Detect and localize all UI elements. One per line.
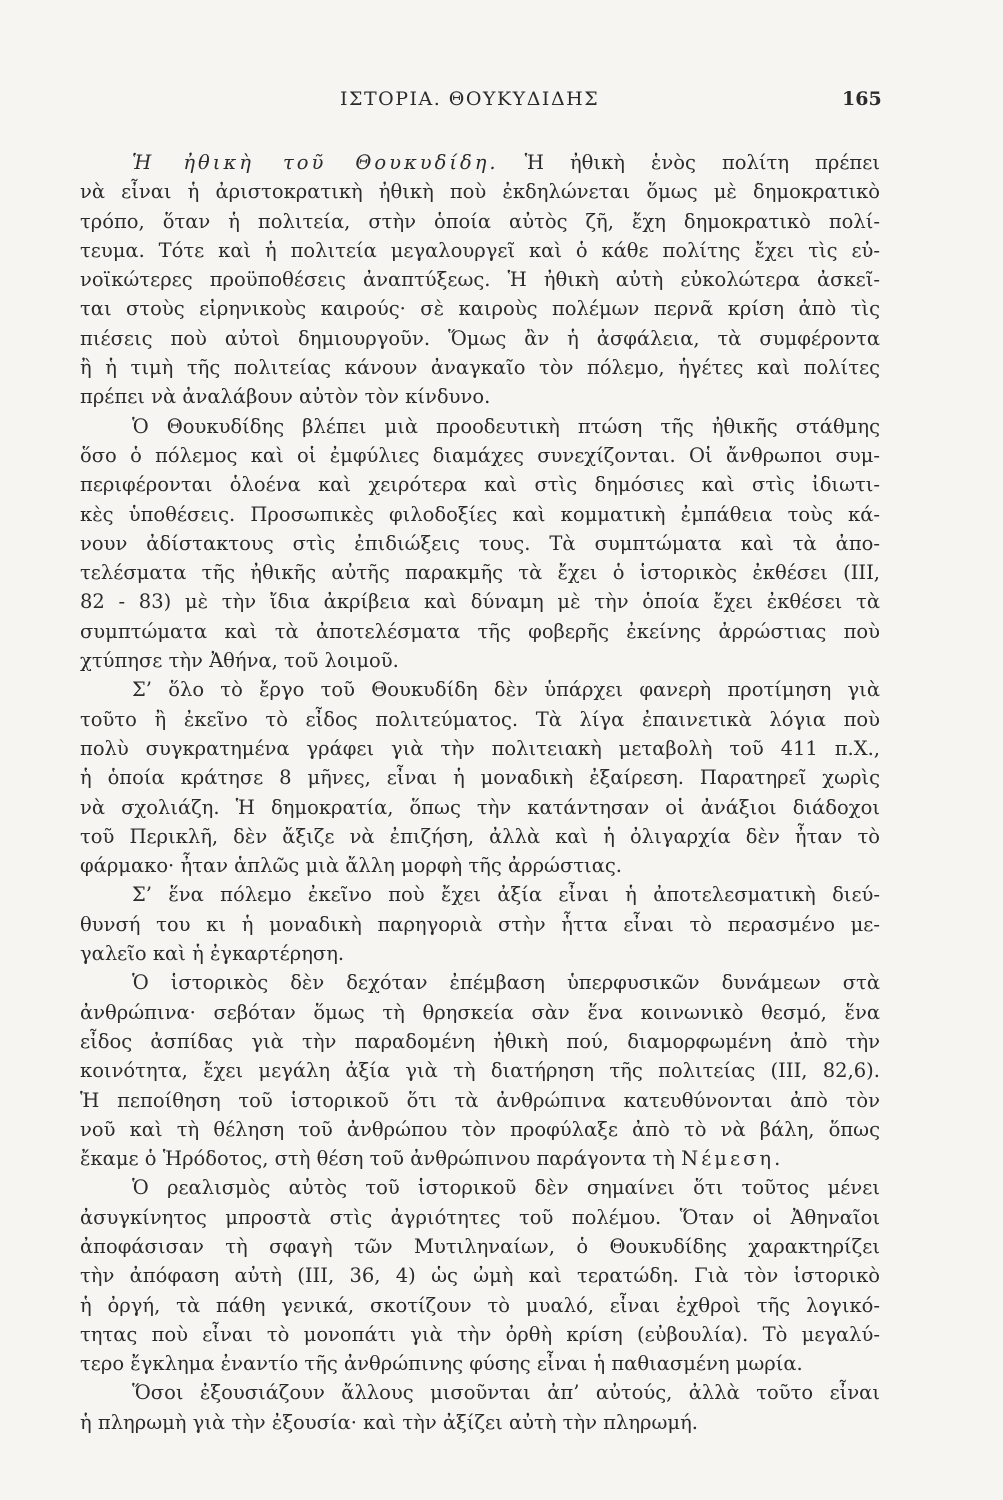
text-line <box>80 1349 880 1378</box>
text-line <box>80 500 880 529</box>
text-segment: τητας ποὺ εἶναι τὸ μονοπάτι γιὰ τὴν ὀρθὴ κρίση (εὐβουλία). Τὸ μεγαλύ- <box>80 1322 880 1346</box>
text-line <box>80 1056 880 1085</box>
text-segment: ἔκαμε ὁ Ἡρόδοτος, στὴ θέση τοῦ ἀνθρώπινου παράγοντα τὴ <box>80 1147 682 1171</box>
text-line <box>80 353 880 382</box>
paragraph <box>80 968 880 1173</box>
emphasized-text: Νέμεση. <box>681 1147 784 1171</box>
text-segment: κοινότητα, ἔχει μεγάλη ἀξία γιὰ τὴ διατήρηση τῆς πολιτείας (III, 82,6). <box>80 1059 880 1083</box>
text-segment: φάρμακο· ἦταν ἁπλῶς μιὰ ἄλλη μορφὴ τῆς ἀρρώστιας. <box>80 854 622 878</box>
text-line <box>80 675 880 704</box>
text-line <box>80 1144 880 1173</box>
text-line <box>80 763 880 792</box>
running-header <box>0 88 1003 118</box>
emphasized-text: Ἡ ἠθικὴ τοῦ Θουκυδίδη. <box>132 151 499 174</box>
text-segment: Ὅσοι ἐξουσιάζουν ἄλλους μισοῦνται ἀπ’ αὐτούς, ἀλλὰ τοῦτο εἶναι <box>132 1381 880 1405</box>
text-segment: περιφέρονται ὁλοένα καὶ χειρότερα καὶ στὶς δημόσιες καὶ στὶς ἰδιωτι- <box>80 473 880 497</box>
text-segment: συμπτώματα καὶ τὰ ἀποτελέσματα τῆς φοβερῆς ἐκείνης ἀρρώστιας ποὺ <box>80 619 880 643</box>
text-line <box>80 1320 880 1349</box>
text-line <box>80 880 880 909</box>
text-segment: Ἡ πεποίθηση τοῦ ἱστορικοῦ ὅτι τὰ ἀνθρώπινα κατευθύνονται ἀπὸ τὸν <box>80 1088 880 1112</box>
text-segment: θυνσή του κι ἡ μοναδικὴ παρηγοριὰ στὴν ἧττα εἶναι τὸ περασμένο με- <box>80 912 880 936</box>
paragraph <box>80 148 880 412</box>
text-segment: Ἡ ἠθικὴ ἑνὸς πολίτη πρέπει <box>498 151 880 174</box>
text-segment: τευμα. Τότε καὶ ἡ πολιτεία μεγαλουργεῖ καὶ ὁ κάθε πολίτης ἔχει τὶς εὐ- <box>80 238 880 262</box>
text-line <box>80 910 880 939</box>
text-line <box>80 968 880 997</box>
text-line <box>80 1027 880 1056</box>
text-line <box>80 793 880 822</box>
text-segment: τοῦ Περικλῆ, δὲν ἄξιζε νὰ ἐπιζήση, ἀλλὰ καὶ ἡ ὀλιγαρχία δὲν ἦταν τὸ <box>80 824 880 848</box>
paragraph <box>80 1173 880 1378</box>
text-segment: νὰ εἶναι ἡ ἀριστοκρατικὴ ἠθικὴ ποὺ ἐκδηλώνεται ὅμως μὲ δημοκρατικὸ <box>80 180 880 204</box>
text-segment: κὲς ὑποθέσεις. Προσωπικὲς φιλοδοξίες καὶ κομματικὴ ἐμπάθεια τοὺς κά- <box>80 502 880 526</box>
text-line <box>80 294 880 323</box>
text-line <box>80 939 880 968</box>
text-line <box>80 998 880 1027</box>
text-line <box>80 851 880 880</box>
text-line <box>80 441 880 470</box>
text-line <box>80 412 880 441</box>
text-segment: Ὁ ἱστορικὸς δὲν δεχόταν ἐπέμβαση ὑπερφυσικῶν δυνάμεων στὰ <box>132 971 880 995</box>
text-line <box>80 1086 880 1115</box>
text-line <box>80 1408 880 1437</box>
text-line <box>80 236 880 265</box>
text-segment: Σ’ ἕνα πόλεμο ἐκεῖνο ποὺ ἔχει ἀξία εἶναι ἡ ἀποτελεσματικὴ διεύ- <box>132 883 880 907</box>
text-segment: τερο ἔγκλημα ἐναντίο τῆς ἀνθρώπινης φύσης εἶναι ἡ παθιασμένη μωρία. <box>80 1352 803 1376</box>
text-segment: ἡ πληρωμὴ γιὰ τὴν ἐξουσία· καὶ τὴν ἀξίζει αὐτὴ τὴν πληρωμή. <box>80 1410 698 1434</box>
paragraph <box>80 412 880 676</box>
text-segment: ἢ ἡ τιμὴ τῆς πολιτείας κάνουν ἀναγκαῖο τὸν πόλεμο, ἡγέτες καὶ πολίτες <box>80 356 880 380</box>
text-line <box>80 734 880 763</box>
text-line <box>80 1261 880 1290</box>
text-line <box>80 646 880 675</box>
text-segment: ἡ ὁποία κράτησε 8 μῆνες, εἶναι ἡ μοναδικὴ ἐξαίρεση. Παρατηρεῖ χωρὶς <box>80 766 880 790</box>
paragraph <box>80 1378 880 1437</box>
body-text <box>80 148 880 1437</box>
text-segment: ἀποφάσισαν τὴ σφαγὴ τῶν Μυτιληναίων, ὁ Θουκυδίδης χαρακτηρίζει <box>80 1234 880 1258</box>
text-segment: τρόπο, ὅταν ἡ πολιτεία, στὴν ὁποία αὐτὸς ζῆ, ἔχη δημοκρατικὸ πολί- <box>80 209 880 233</box>
text-segment: νὰ σχολιάζη. Ἡ δημοκρατία, ὅπως τὴν κατάντησαν οἱ ἀνάξιοι διάδοχοι <box>80 795 880 819</box>
text-line <box>80 558 880 587</box>
text-segment: ἀσυγκίνητος μπροστὰ στὶς ἀγριότητες τοῦ πολέμου. Ὅταν οἱ Ἀθηναῖοι <box>80 1205 880 1229</box>
text-segment: γαλεῖο καὶ ἡ ἐγκαρτέρηση. <box>80 942 345 966</box>
text-segment: νοῦ καὶ τὴ θέληση τοῦ ἀνθρώπου τὸν προφύλαξε ἀπὸ τὸ νὰ βάλη, ὅπως <box>80 1117 880 1141</box>
text-segment: τὴν ἀπόφαση αὐτὴ (III, 36, 4) ὡς ὠμὴ καὶ τερατώδη. Γιὰ τὸν ἱστορικὸ <box>80 1264 880 1288</box>
text-line <box>80 177 880 206</box>
text-line <box>80 822 880 851</box>
text-segment: πιέσεις ποὺ αὐτοὶ δημιουργοῦν. Ὅμως ἂν ἡ ἀσφάλεια, τὰ συμφέροντα <box>80 326 880 350</box>
text-segment: νοϊκώτερες προϋποθέσεις ἀναπτύξεως. Ἡ ἠθικὴ αὐτὴ εὐκολώτερα ἀσκεῖ- <box>80 268 880 292</box>
text-line <box>80 617 880 646</box>
text-line <box>80 587 880 616</box>
page-number: 165 <box>842 88 882 110</box>
text-line <box>80 1232 880 1261</box>
text-line <box>80 265 880 294</box>
text-segment: ται στοὺς εἰρηνικοὺς καιρούς· σὲ καιροὺς πολέμων περνᾶ κρίση ἀπὸ τὶς <box>80 297 880 321</box>
text-segment: πολὺ συγκρατημένα γράφει γιὰ τὴν πολιτειακὴ μεταβολὴ τοῦ 411 π.Χ., <box>80 736 880 760</box>
text-line <box>80 324 880 353</box>
paragraph <box>80 675 880 880</box>
text-line <box>80 1291 880 1320</box>
text-segment: Ὁ ρεαλισμὸς αὐτὸς τοῦ ἱστορικοῦ δὲν σημαίνει ὅτι τοῦτος μένει <box>132 1176 880 1200</box>
running-title: ΙΣΤΟΡΙΑ. ΘΟΥΚΥΔΙΔΗΣ <box>340 88 600 110</box>
text-line <box>80 1173 880 1202</box>
text-line <box>80 1115 880 1144</box>
text-segment: εἶδος ἀσπίδας γιὰ τὴν παραδομένη ἠθικὴ πού, διαμορφωμένη ἀπὸ τὴν <box>80 1029 880 1053</box>
text-line <box>80 148 880 177</box>
text-segment: τελέσματα τῆς ἠθικῆς αὐτῆς παρακμῆς τὰ ἔχει ὁ ἱστορικὸς ἐκθέσει (III, <box>80 561 880 585</box>
text-segment: τοῦτο ἢ ἐκεῖνο τὸ εἶδος πολιτεύματος. Τὰ λίγα ἐπαινετικὰ λόγια ποὺ <box>80 707 880 731</box>
text-line <box>80 470 880 499</box>
text-line <box>80 1378 880 1407</box>
text-line <box>80 529 880 558</box>
text-segment: Σ’ ὅλο τὸ ἔργο τοῦ Θουκυδίδη δὲν ὑπάρχει φανερὴ προτίμηση γιὰ <box>132 678 880 702</box>
text-line <box>80 705 880 734</box>
text-segment: ἡ ὀργή, τὰ πάθη γενικά, σκοτίζουν τὸ μυαλό, εἶναι ἐχθροὶ τῆς λογικό- <box>80 1293 880 1317</box>
paragraph <box>80 880 880 968</box>
text-segment: Ὁ Θουκυδίδης βλέπει μιὰ προοδευτικὴ πτώση τῆς ἠθικῆς στάθμης <box>132 414 880 438</box>
text-segment: νουν ἀδίστακτους στὶς ἐπιδιώξεις τους. Τὰ συμπτώματα καὶ τὰ ἀπο- <box>80 531 880 555</box>
text-line <box>80 207 880 236</box>
text-segment: πρέπει νὰ ἀναλάβουν αὐτὸν τὸν κίνδυνο. <box>80 385 491 409</box>
text-segment: χτύπησε τὴν Ἀθήνα, τοῦ λοιμοῦ. <box>80 649 399 673</box>
text-segment: 82 - 83) μὲ τὴν ἴδια ἀκρίβεια καὶ δύναμη μὲ τὴν ὁποία ἔχει ἐκθέσει τὰ <box>80 590 880 614</box>
text-line <box>80 1203 880 1232</box>
text-segment: ὅσο ὁ πόλεμος καὶ οἱ ἐμφύλιες διαμάχες συνεχίζονται. Οἱ ἄνθρωποι συμ- <box>80 443 880 467</box>
text-line <box>80 382 880 411</box>
text-segment: ἀνθρώπινα· σεβόταν ὅμως τὴ θρησκεία σὰν ἕνα κοινωνικὸ θεσμό, ἕνα <box>80 1000 880 1024</box>
